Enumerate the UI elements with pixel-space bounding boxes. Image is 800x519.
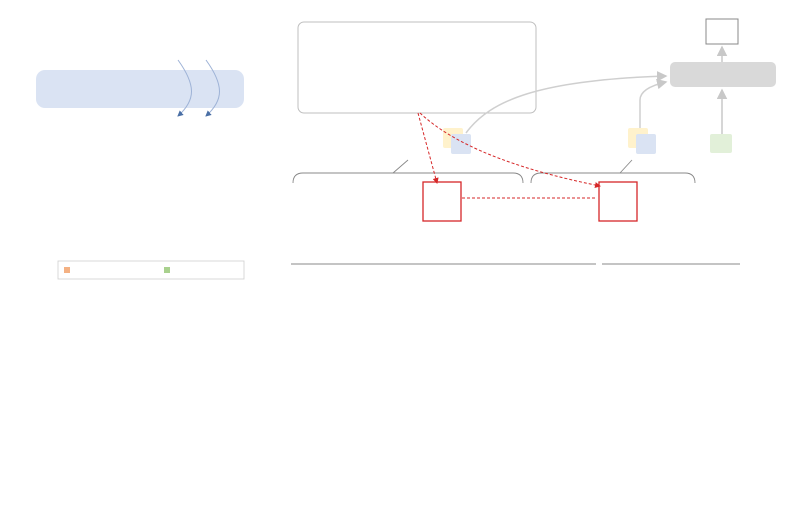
group-brace: [293, 173, 523, 183]
attention-box: [670, 62, 776, 87]
importance-arrow: [420, 113, 600, 186]
importance-highlight-box: [423, 182, 461, 221]
text-kv-pair: [628, 128, 656, 154]
legend-swatch-instruction: [64, 267, 70, 273]
query-token: [710, 134, 732, 153]
importance-callout-box: [298, 22, 536, 113]
language-model-box: [36, 70, 244, 108]
text-cache-arrow: [640, 82, 666, 128]
pie-legend: [58, 261, 244, 279]
importance-arrow: [418, 113, 437, 183]
group-brace: [393, 160, 408, 173]
output-token-box: [706, 19, 738, 44]
importance-highlight-box: [599, 182, 637, 221]
group-brace: [620, 160, 632, 173]
legend-swatch-generation: [164, 267, 170, 273]
